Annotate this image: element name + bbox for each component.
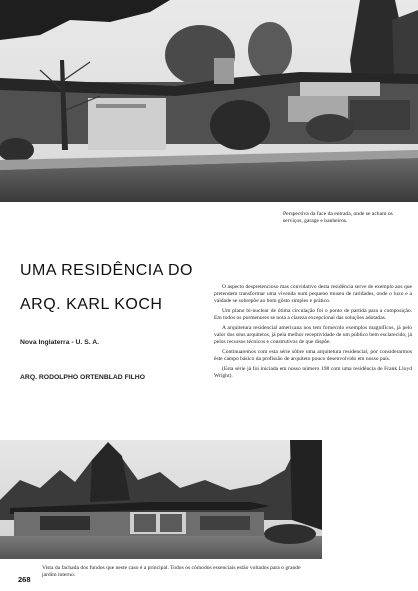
article-paragraph: Um plano bi-nuclear de ótima circulação foi o ponto de partida para a composição. Em todos os pormenores se nota a clareza excepcional das soluções adotadas. (214, 308, 412, 321)
page-number: 268 (18, 575, 31, 584)
article-paragraph: A arquitetura residencial americana nos tem fornecido exemplos magníficos, já pelo valor dos seus arquitetos, já pela melhor receptividade de um público bem esclarecido, já pelos recursos técnicos e construtivos de que dispõe. (214, 325, 412, 345)
photo-rear-facade (0, 440, 322, 559)
photo-entrance-image (0, 0, 418, 202)
article-author: ARQ. RODOLPHO ORTENBLAD FILHO (20, 374, 145, 381)
article-paragraph: Continuaremos com esta série sôbre uma arquitetura residencial, por considerarmos êste campo básico da profissão de arquiteto pouco desenvolvido em nosso país. (214, 349, 412, 362)
caption-entrance-photo: Perspectiva da face da entrada, onde se acham os serviços, garage e banheiros. (283, 211, 393, 224)
article-location: Nova Inglaterra - U. S. A. (20, 339, 100, 346)
article-body (214, 284, 412, 383)
caption-rear-photo: Vista da fachada dos fundos que neste caso é a principal. Todos os cômodos essenciais estão voltados para o grande jardim interno. (42, 565, 301, 578)
article-title-line-1: UMA RESIDÊNCIA DO (20, 262, 193, 279)
article-paragraph: O aspecto despretencioso mas convidativo desta residência serve de exemplo aos que pretendem transformar uma vivenda num pequeno museu de raridades, onde o luxo e a vaidade se sobrepõe ao bom gôsto simples e prático. (214, 284, 412, 304)
article-title-line-2: ARQ. KARL KOCH (20, 296, 163, 313)
article-paragraph: (Esta série já foi iniciada em nosso número 198 com uma residência de Frank Lloyd Wright). (214, 366, 412, 379)
photo-entrance-perspective (0, 0, 418, 202)
photo-rear-image (0, 440, 322, 559)
